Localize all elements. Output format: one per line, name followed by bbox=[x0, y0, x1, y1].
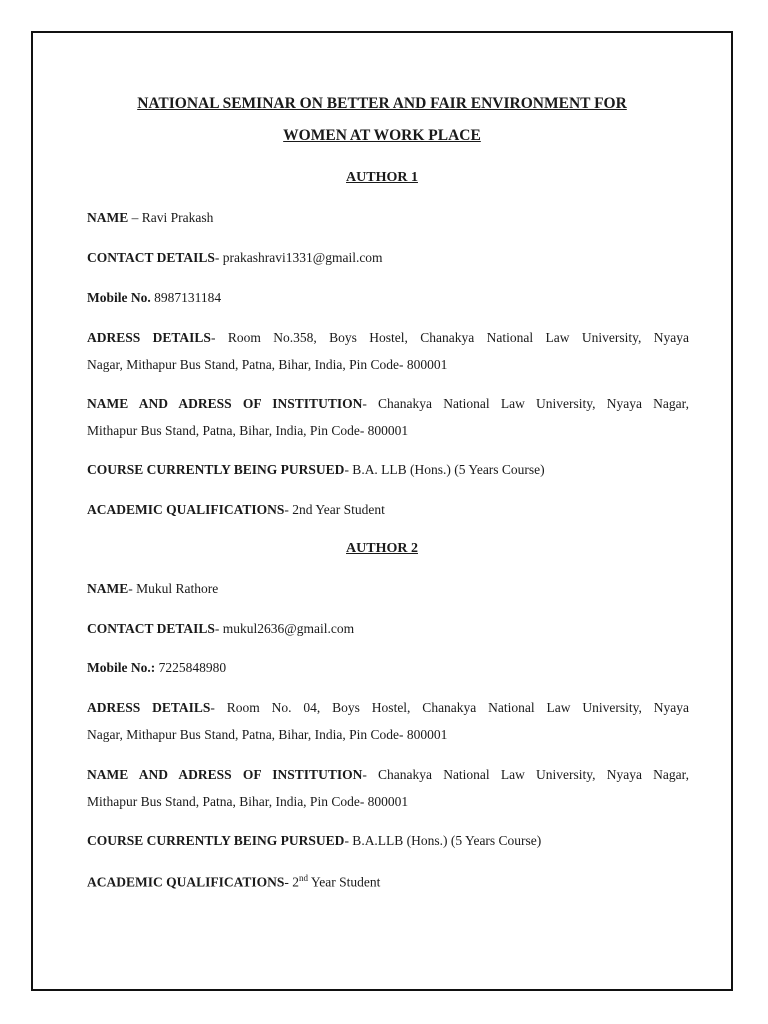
author2-name-value: - Mukul Rathore bbox=[128, 581, 219, 596]
author2-academic-value-prefix: - 2 bbox=[284, 874, 300, 890]
author2-mobile-value: 7225848980 bbox=[155, 660, 227, 675]
author1-mobile-label: Mobile No. bbox=[87, 290, 151, 305]
author1-contact-value: - prakashravi1331@gmail.com bbox=[214, 250, 383, 265]
author1-academic-label: ACADEMIC QUALIFICATIONS bbox=[87, 502, 285, 517]
author2-institution-line2: Mithapur Bus Stand, Patna, Bihar, India, Pin Code- 800001 bbox=[87, 794, 409, 809]
author2-mobile-row bbox=[87, 660, 689, 676]
author2-address-label: ADRESS DETAILS bbox=[87, 700, 211, 715]
author1-mobile-value: 8987131184 bbox=[150, 290, 222, 305]
author2-contact-value: - mukul2636@gmail.com bbox=[214, 621, 355, 636]
author2-mobile-label: Mobile No.: bbox=[87, 660, 156, 675]
author2-address-line2: Nagar, Mithapur Bus Stand, Patna, Bihar, India, Pin Code- 800001 bbox=[87, 727, 448, 742]
author1-mobile-row bbox=[87, 290, 689, 306]
author2-address-row bbox=[87, 700, 689, 716]
author2-academic-row bbox=[87, 873, 689, 891]
author1-address-row bbox=[87, 330, 689, 346]
author2-name-label: NAME bbox=[87, 581, 129, 596]
author2-course-row bbox=[87, 833, 689, 849]
author1-name-value: – Ravi Prakash bbox=[128, 210, 214, 225]
author1-heading: AUTHOR 1 bbox=[346, 170, 418, 185]
author1-contact-label: CONTACT DETAILS bbox=[87, 250, 215, 265]
author2-course-value: - B.A.LLB (Hons.) (5 Years Course) bbox=[344, 833, 542, 848]
author1-academic-value: - 2nd Year Student bbox=[284, 502, 385, 517]
author1-contact-row bbox=[87, 250, 689, 266]
author2-name-row bbox=[87, 581, 689, 597]
author2-academic-value-sup: nd bbox=[299, 873, 309, 883]
author1-address-value: - Room No.358, Boys Hostel, Chanakya National Law University, Nyaya bbox=[210, 330, 689, 345]
author2-institution-value: - Chanakya National Law University, Nyaya Nagar, bbox=[362, 767, 689, 782]
author1-address-label: ADRESS DETAILS bbox=[87, 330, 211, 345]
author1-name-label: NAME bbox=[87, 210, 129, 225]
author2-institution-row bbox=[87, 767, 689, 783]
author1-course-value: - B.A. LLB (Hons.) (5 Years Course) bbox=[344, 462, 545, 477]
author1-institution-label: NAME AND ADRESS OF INSTITUTION bbox=[87, 396, 363, 411]
author2-contact-row bbox=[87, 621, 689, 637]
author1-academic-row bbox=[87, 502, 689, 518]
document-page bbox=[31, 31, 733, 991]
document-title-line1: NATIONAL SEMINAR ON BETTER AND FAIR ENVIRONMENT FOR bbox=[137, 95, 627, 112]
author1-course-row bbox=[87, 462, 689, 478]
author2-academic-value-suffix: Year Student bbox=[308, 874, 381, 890]
author1-course-label: COURSE CURRENTLY BEING PURSUED bbox=[87, 462, 345, 477]
author2-address-value: - Room No. 04, Boys Hostel, Chanakya National Law University, Nyaya bbox=[210, 700, 689, 715]
author1-institution-row bbox=[87, 396, 689, 412]
author2-institution-label: NAME AND ADRESS OF INSTITUTION bbox=[87, 767, 363, 782]
author1-institution-value: - Chanakya National Law University, Nyaya Nagar, bbox=[362, 396, 689, 411]
author2-course-label: COURSE CURRENTLY BEING PURSUED bbox=[87, 833, 345, 848]
author2-heading: AUTHOR 2 bbox=[346, 541, 418, 556]
author2-contact-label: CONTACT DETAILS bbox=[87, 621, 215, 636]
document-title-line2: WOMEN AT WORK PLACE bbox=[283, 127, 481, 144]
author2-academic-label: ACADEMIC QUALIFICATIONS bbox=[87, 874, 285, 890]
author1-institution-line2: Mithapur Bus Stand, Patna, Bihar, India, Pin Code- 800001 bbox=[87, 423, 409, 438]
author1-address-line2: Nagar, Mithapur Bus Stand, Patna, Bihar, India, Pin Code- 800001 bbox=[87, 357, 448, 372]
author1-name-row bbox=[87, 210, 689, 226]
